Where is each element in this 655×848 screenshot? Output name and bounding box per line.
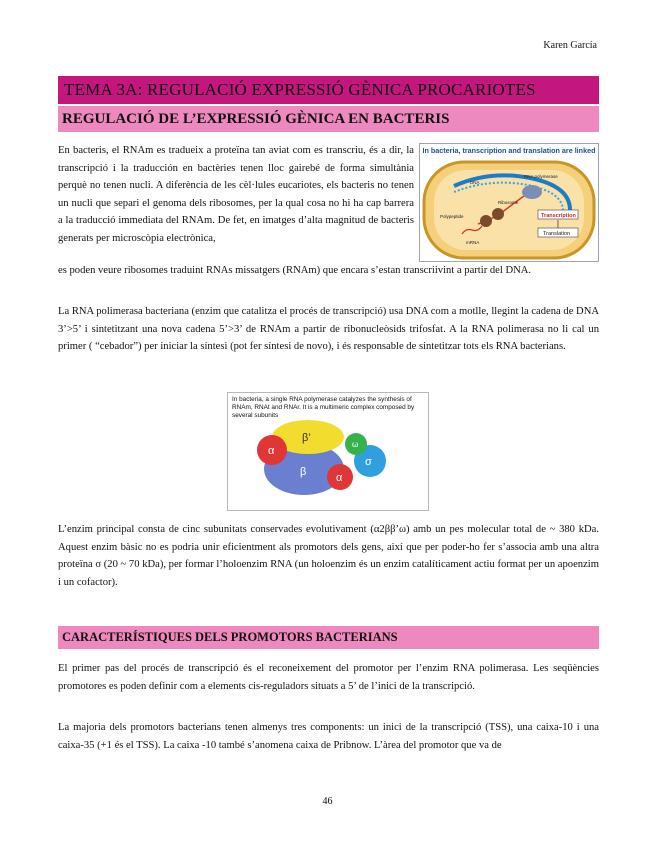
figure-transcription-translation [419, 143, 599, 262]
ribosome-2 [480, 215, 492, 227]
label-transcription: Transcription [541, 213, 576, 219]
label-rna-polymerase: RNA polymerase [524, 174, 558, 179]
paragraph-promoter-components: La majoria dels promotors bacterians tenen almenys tres components: un inici de la transcripció (TSS), una caixa-10 i una caixa-35 (+1 és el TSS). La caixa -10 també s’anomena caixa de Pribnow. L’àrea del promotor que va de [58, 722, 599, 751]
label-polypeptide: Polypeptide [440, 214, 464, 219]
label-dna: DNA [470, 180, 480, 185]
figure1-title: In bacteria, transcription and translation are linked [422, 146, 596, 155]
label-beta: β [300, 466, 307, 478]
section-heading: REGULACIÓ DE L’EXPRESSIÓ GÈNICA EN BACTERIS [58, 106, 599, 132]
label-sigma: σ [365, 456, 372, 468]
ribosome-1 [492, 208, 504, 220]
label-alpha-2: α [336, 472, 343, 484]
figure-rna-polymerase-subunits [227, 392, 429, 511]
label-translation: Translation [543, 231, 571, 237]
label-alpha-1: α [268, 445, 275, 457]
paragraph-promoter-recognition: El primer pas del procés de transcripció és el reconeixement del promotor per l’enzim RNA polimerasa. Les seqüències promotores es poden definir com a elements cis-reguladors situats a 5’ de l’inici de la transcripció. [58, 663, 599, 692]
figure2-caption: In bacteria, a single RNA polymerase catalyzes the synthesis of RNAm, RNAt and RNAr. It is a multimeric complex composed by several subunits [232, 396, 415, 419]
paragraph-enzyme-structure: L’enzim principal consta de cinc subunitats conservades evolutivament (α2ββ’ω) amb un pes molecular total de ~ 380 kDa. Aquest enzim bàsic no es podria unir eficientment als promotors dels gens, així que per poder-ho fer s’associa amb una altra proteïna σ (20 ~ 70 kDa), per formar l’holoenzim RNA (un holoenzim és un enzim catalíticament actiu format per un apoenzim i un cofactor). [58, 524, 599, 588]
label-omega: ω [352, 440, 359, 449]
rna-polymerase-shape [522, 185, 542, 199]
header-author: Karen García [543, 40, 597, 51]
label-beta-prime: β’ [302, 432, 311, 444]
figure2-illustration [228, 415, 428, 509]
paragraph-rna-polymerase: La RNA polimerasa bacteriana (enzim que catalitza el procés de transcripció) usa DNA com a motlle, llegint la cadena de DNA 3’>5’ i sintetitzant una nova cadena 5’>3’ de RNAm a partir de ribonucleòsids trifosfat. A la RNA polimerasa no li cal un primer ( “cebador”) per iniciar la síntesi (pot fer síntesi de novo), i és responsable de sintetitzar tots els RNA bacterians. [58, 306, 599, 353]
page-number: 46 [322, 796, 333, 807]
section-heading-promoters: CARACTERÍSTIQUES DELS PROMOTORS BACTERIANS [58, 626, 599, 649]
figure1-illustration [420, 158, 598, 262]
label-ribosome: Ribosome [498, 200, 519, 205]
chapter-title: TEMA 3A: REGULACIÓ EXPRESSIÓ GÈNICA PROCARIOTES [58, 76, 599, 104]
paragraph-intro-tail: es poden veure ribosomes traduint RNAs missatgers (RNAm) que encara s’estan transcriivint a partir del DNA. [58, 265, 532, 276]
label-mrna: mRNA [466, 240, 480, 245]
paragraph-intro-text: En bacteris, el RNAm es tradueix a proteïna tan aviat com es transcriu, és a dir, la transcripció i la traducción en bactèries tenen lloc gairebé de forma simultània perquè no tenen nucli. A diferència de les cèl·lules eucariotes, els bacteris no tenen un nucli que separi el genoma dels ribosomes, per la qual cosa no hi ha cap barrera a la traducció immediata del RNAm. De fet, en imatges d’alta magnitud de bacteris generats per microscòpia electrònica, [58, 145, 414, 244]
